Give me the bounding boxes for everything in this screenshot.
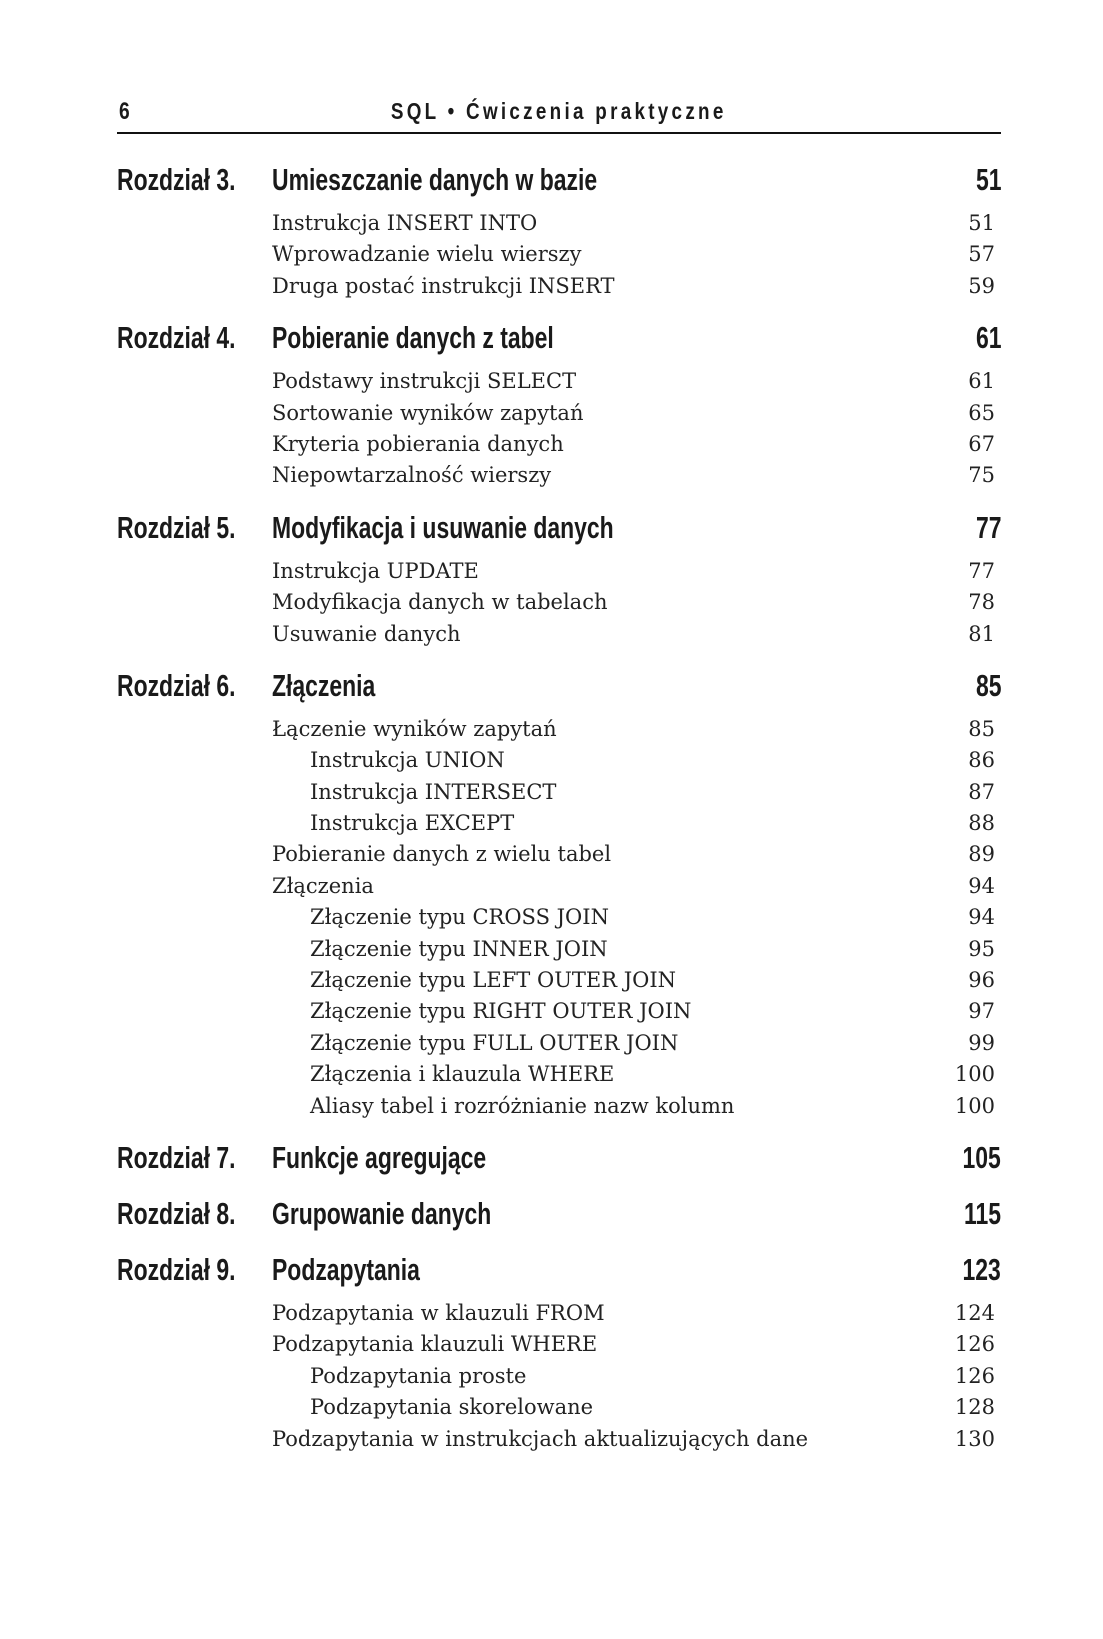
section-entry[interactable] <box>272 839 1001 870</box>
running-header <box>117 92 1001 134</box>
entry-page-number: 124 <box>954 1300 995 1325</box>
chapter-section <box>117 658 1001 1130</box>
chapter-label: Rozdział 7. <box>117 1139 236 1175</box>
entry-title: Aliasy tabel i rozróżnianie nazw kolumn <box>310 1093 735 1118</box>
entry-page-number: 128 <box>954 1395 995 1420</box>
chapter-label: Rozdział 6. <box>117 667 236 703</box>
chapter-section <box>117 310 1001 500</box>
entry-page-number: 75 <box>968 463 995 488</box>
chapter-section <box>117 1130 1001 1186</box>
entry-page-number: 94 <box>968 905 995 930</box>
chapter-page-number: 77 <box>975 509 1001 545</box>
section-list <box>117 208 1001 310</box>
chapter-section <box>117 500 1001 658</box>
entry-title: Instrukcja INSERT INTO <box>272 211 538 235</box>
entry-page-number: 100 <box>954 1062 995 1087</box>
entry-title: Podstawy instrukcji SELECT <box>272 369 577 394</box>
entry-title: Instrukcja INTERSECT <box>310 779 557 804</box>
section-entry[interactable] <box>272 239 1001 270</box>
entry-page-number: 81 <box>968 621 995 646</box>
chapter-page-number: 123 <box>962 1251 1001 1287</box>
entry-page-number: 78 <box>968 590 995 615</box>
chapter-page-number: 105 <box>962 1139 1001 1175</box>
entry-title: Podzapytania klauzuli WHERE <box>272 1332 598 1357</box>
entry-page-number: 67 <box>968 431 995 456</box>
entry-page-number: 59 <box>968 273 995 298</box>
section-entry[interactable] <box>272 1298 1001 1329</box>
entry-page-number: 57 <box>968 242 995 267</box>
chapter-title: Pobieranie danych z tabel <box>272 320 554 356</box>
entry-title: Złączenie typu LEFT OUTER JOIN <box>310 968 677 993</box>
section-entry[interactable] <box>272 366 1001 397</box>
section-entry[interactable] <box>272 556 1001 587</box>
chapter-page-number: 115 <box>963 1195 1001 1231</box>
section-entry[interactable] <box>272 871 1001 902</box>
subsection-entry[interactable] <box>272 1361 1001 1392</box>
entry-title: Instrukcja UPDATE <box>272 558 479 583</box>
entry-page-number: 77 <box>968 558 995 583</box>
chapter-heading[interactable] <box>117 1130 1001 1186</box>
chapter-title: Modyfikacja i usuwanie danych <box>272 509 614 545</box>
chapter-label: Rozdział 9. <box>117 1251 236 1287</box>
chapter-heading[interactable] <box>117 500 1001 556</box>
entry-title: Złączenie typu INNER JOIN <box>310 936 608 961</box>
section-entry[interactable] <box>272 1329 1001 1360</box>
subsection-entry[interactable] <box>272 1091 1001 1122</box>
entry-page-number: 130 <box>954 1426 995 1451</box>
chapter-heading[interactable] <box>117 310 1001 366</box>
entry-title: Złączenia <box>272 873 374 898</box>
section-list <box>117 366 1001 500</box>
entry-page-number: 51 <box>968 211 995 235</box>
entry-page-number: 126 <box>954 1363 995 1388</box>
subsection-entry[interactable] <box>272 1059 1001 1090</box>
entry-page-number: 65 <box>968 400 995 425</box>
section-list <box>117 556 1001 658</box>
entry-page-number: 96 <box>968 968 995 993</box>
chapter-title: Umieszczanie danych w bazie <box>272 162 598 197</box>
entry-title: Złączenie typu FULL OUTER JOIN <box>310 1030 679 1055</box>
chapter-page-number: 51 <box>975 162 1001 197</box>
entry-title: Podzapytania proste <box>310 1363 527 1388</box>
chapter-page-number: 61 <box>975 320 1001 356</box>
entry-page-number: 99 <box>968 1030 995 1055</box>
chapter-label: Rozdział 8. <box>117 1195 236 1231</box>
section-entry[interactable] <box>272 1424 1001 1455</box>
entry-title: Podzapytania w klauzuli FROM <box>272 1300 605 1325</box>
entry-title: Usuwanie danych <box>272 621 461 646</box>
subsection-entry[interactable] <box>272 1392 1001 1423</box>
entry-title: Druga postać instrukcji INSERT <box>272 273 615 298</box>
entry-title: Instrukcja UNION <box>310 748 505 773</box>
chapter-section <box>117 152 1001 310</box>
subsection-entry[interactable] <box>272 996 1001 1027</box>
entry-page-number: 89 <box>968 842 995 867</box>
chapter-page-number: 85 <box>975 667 1001 703</box>
entry-page-number: 61 <box>968 369 995 394</box>
entry-title: Złączenie typu RIGHT OUTER JOIN <box>310 999 692 1024</box>
entry-page-number: 85 <box>968 716 995 741</box>
entry-page-number: 88 <box>968 811 995 836</box>
entry-title: Sortowanie wyników zapytań <box>272 400 584 425</box>
entry-page-number: 100 <box>954 1093 995 1118</box>
entry-title: Wprowadzanie wielu wierszy <box>272 242 582 267</box>
chapter-label: Rozdział 5. <box>117 509 236 545</box>
subsection-entry[interactable] <box>272 777 1001 808</box>
subsection-entry[interactable] <box>272 745 1001 776</box>
entry-title: Kryteria pobierania danych <box>272 431 564 456</box>
entry-title: Podzapytania skorelowane <box>310 1395 594 1420</box>
entry-title: Modyfikacja danych w tabelach <box>272 590 608 615</box>
entry-title: Pobieranie danych z wielu tabel <box>272 842 612 867</box>
entry-title: Złączenia i klauzula WHERE <box>310 1062 615 1087</box>
entry-page-number: 87 <box>968 779 995 804</box>
entry-title: Niepowtarzalność wierszy <box>272 463 552 488</box>
section-entry[interactable] <box>272 429 1001 460</box>
section-list <box>117 714 1001 1130</box>
subsection-entry[interactable] <box>272 1028 1001 1059</box>
section-entry[interactable] <box>272 714 1001 745</box>
chapter-title: Złączenia <box>272 667 376 703</box>
table-of-contents <box>117 152 1001 1463</box>
chapter-title: Grupowanie danych <box>272 1195 492 1231</box>
entry-page-number: 86 <box>968 748 995 773</box>
entry-page-number: 95 <box>968 936 995 961</box>
section-entry[interactable] <box>272 587 1001 618</box>
section-entry[interactable] <box>272 460 1001 491</box>
running-title <box>117 98 1001 125</box>
entry-title: Instrukcja EXCEPT <box>310 811 515 836</box>
entry-title: Złączenie typu CROSS JOIN <box>310 905 609 930</box>
chapter-heading[interactable] <box>117 1242 1001 1298</box>
chapter-section <box>117 1186 1001 1242</box>
chapter-label: Rozdział 4. <box>117 320 236 356</box>
running-title-text: SQL • Ćwiczenia praktyczne <box>391 98 727 124</box>
section-entry[interactable] <box>272 619 1001 650</box>
chapter-label: Rozdział 3. <box>117 162 236 197</box>
chapter-section <box>117 1242 1001 1463</box>
chapter-heading[interactable] <box>117 658 1001 714</box>
chapter-heading[interactable] <box>117 1186 1001 1242</box>
chapter-heading[interactable] <box>117 152 1001 208</box>
subsection-entry[interactable] <box>272 902 1001 933</box>
page-number: 6 <box>119 98 130 125</box>
entry-title: Podzapytania w instrukcjach aktualizujących dane <box>272 1426 809 1451</box>
section-entry[interactable] <box>272 208 1001 239</box>
entry-page-number: 126 <box>954 1332 995 1357</box>
section-entry[interactable] <box>272 271 1001 302</box>
subsection-entry[interactable] <box>272 808 1001 839</box>
entry-page-number: 97 <box>968 999 995 1024</box>
entry-title: Łączenie wyników zapytań <box>272 716 557 741</box>
subsection-entry[interactable] <box>272 965 1001 996</box>
chapter-title: Podzapytania <box>272 1251 420 1287</box>
subsection-entry[interactable] <box>272 934 1001 965</box>
section-list <box>117 1298 1001 1463</box>
chapter-title: Funkcje agregujące <box>272 1139 487 1175</box>
entry-page-number: 94 <box>968 873 995 898</box>
section-entry[interactable] <box>272 398 1001 429</box>
